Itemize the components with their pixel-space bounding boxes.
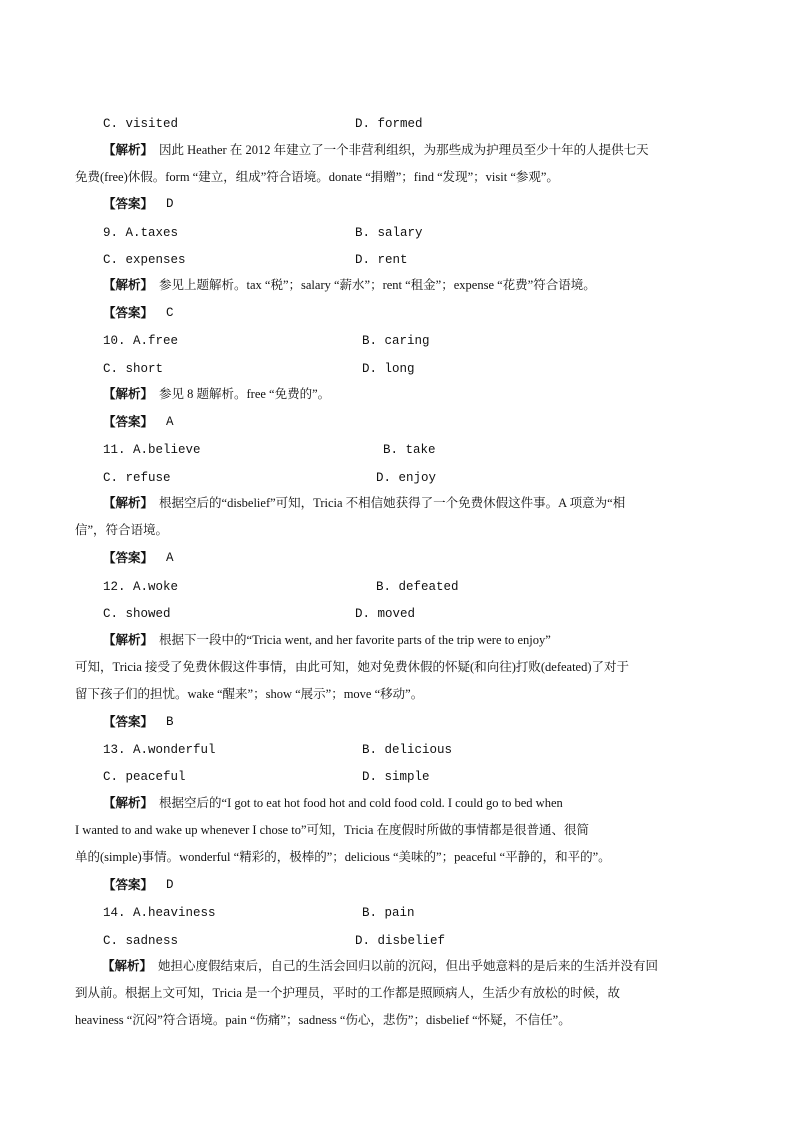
q10-options-row-2 [0, 358, 794, 380]
q14-option-b: B. pain [362, 906, 415, 920]
q13-option-a: 13. A.wonderful [103, 743, 216, 757]
q14-analysis-line-1: 她担心度假结束后，自己的生活会回归以前的沉闷，但出乎她意料的是后来的生活并没有回 [158, 959, 659, 973]
q10-answer [0, 411, 794, 433]
answer-tag: 【答案】 [103, 878, 154, 892]
q11-option-c: C. refuse [103, 471, 171, 485]
q12-analysis [75, 627, 720, 708]
q13-option-c: C. peaceful [103, 770, 186, 784]
q11-option-a: 11. A.believe [103, 443, 201, 457]
q9-analysis-text: 参见上题解析。tax “税”；salary “薪水”；rent “租金”；expense “花费”符合语境。 [159, 278, 596, 292]
q9-option-d: D. rent [355, 253, 408, 267]
q11-option-d: D. enjoy [376, 471, 437, 485]
analysis-tag: 【解析】 [103, 796, 154, 810]
q9-option-a: 9. A.taxes [103, 226, 179, 240]
q12-analysis-line-3: 留下孩子们的担忧。wake “醒来”；show “展示”；move “移动”。 [75, 687, 424, 701]
q11-answer-value: A [166, 551, 174, 565]
q12-option-a: 12. A.woke [103, 580, 179, 594]
q13-options-row-2 [0, 766, 794, 788]
q14-options-row-1 [0, 902, 794, 924]
q13-analysis-line-2: I wanted to and wake up whenever I chose to”可知，Tricia 在度假时所做的事情都是很普通、很简 [75, 823, 590, 837]
q13-option-b: B. delicious [362, 743, 453, 757]
q14-option-d: D. disbelief [355, 934, 446, 948]
q11-options-row-2 [0, 467, 794, 489]
q13-analysis-line-3: 单的(simple)事情。wonderful “精彩的，极棒的”；delicious “美味的”；peaceful “平静的，和平的”。 [75, 850, 611, 864]
q8-option-d: D. formed [355, 117, 423, 131]
q13-answer [0, 874, 794, 896]
q10-answer-value: A [166, 415, 174, 429]
q13-options-row-1 [0, 739, 794, 761]
q13-option-d: D. simple [362, 770, 430, 784]
q11-options-row-1 [0, 439, 794, 461]
q11-analysis-line-1: 根据空后的“disbelief”可知，Tricia 不相信她获得了一个免费休假这件事。A 项意为“相 [159, 496, 626, 510]
q14-option-c: C. sadness [103, 934, 179, 948]
answer-tag: 【答案】 [103, 551, 154, 565]
q14-analysis-line-3: heaviness “沉闷”符合语境。pain “伤痛”；sadness “伤心，悲伤”；disbelief “怀疑，不信任”。 [75, 1013, 571, 1027]
q10-analysis [75, 381, 720, 408]
q12-analysis-line-2: 可知，Tricia 接受了免费休假这件事情，由此可知，她对免费休假的怀疑(和向往)打败(defeated)了对于 [75, 660, 630, 674]
q8-analysis-line-1: 因此 Heather 在 2012 年建立了一个非营利组织，为那些成为护理员至少十年的人提供七天 [159, 143, 649, 157]
q12-options-row-1 [0, 576, 794, 598]
answer-tag: 【答案】 [103, 715, 154, 729]
q9-answer-value: C [166, 306, 174, 320]
q13-analysis [75, 790, 720, 871]
q12-option-c: C. showed [103, 607, 171, 621]
q14-option-a: 14. A.heaviness [103, 906, 216, 920]
answer-tag: 【答案】 [103, 197, 154, 211]
q8-analysis-line-2: 免费(free)休假。form “建立，组成”符合语境。donate “捐赠”；find “发现”；visit “参观”。 [75, 170, 559, 184]
analysis-tag: 【解析】 [103, 387, 154, 401]
q9-option-c: C. expenses [103, 253, 186, 267]
q11-option-b: B. take [383, 443, 436, 457]
q8-option-c: C. visited [103, 117, 179, 131]
q14-options-row-2 [0, 930, 794, 952]
q9-options-row-2 [0, 249, 794, 271]
q8-answer [0, 193, 794, 215]
q9-analysis [75, 272, 720, 299]
q9-answer [0, 302, 794, 324]
q8-analysis [75, 137, 720, 191]
q12-options-row-2 [0, 603, 794, 625]
q8-answer-value: D [166, 197, 174, 211]
analysis-tag: 【解析】 [103, 633, 154, 647]
q14-analysis [75, 953, 720, 1034]
q10-option-d: D. long [362, 362, 415, 376]
q13-analysis-line-1: 根据空后的“I got to eat hot food hot and cold food cold. I could go to bed when [159, 796, 563, 810]
q12-option-d: D. moved [355, 607, 416, 621]
q10-analysis-text: 参见 8 题解析。free “免费的”。 [159, 387, 331, 401]
q11-answer [0, 547, 794, 569]
q9-options-row-1 [0, 222, 794, 244]
analysis-tag: 【解析】 [102, 959, 153, 973]
q12-analysis-line-1: 根据下一段中的“Tricia went, and her favorite parts of the trip were to enjoy” [159, 633, 551, 647]
q11-analysis-line-2: 信”，符合语境。 [75, 523, 169, 537]
q12-answer-value: B [166, 715, 174, 729]
answer-tag: 【答案】 [103, 306, 154, 320]
q10-option-b: B. caring [362, 334, 430, 348]
answer-tag: 【答案】 [103, 415, 154, 429]
q12-option-b: B. defeated [376, 580, 459, 594]
q14-analysis-line-2: 到从前。根据上文可知，Tricia 是一个护理员，平时的工作都是照顾病人，生活少有放松的时候，故 [75, 986, 621, 1000]
q12-answer [0, 711, 794, 733]
q10-options-row-1 [0, 330, 794, 352]
analysis-tag: 【解析】 [103, 278, 154, 292]
q10-option-a: 10. A.free [103, 334, 179, 348]
q11-analysis [75, 490, 720, 544]
q8-options-row [0, 113, 794, 135]
q9-option-b: B. salary [355, 226, 423, 240]
q10-option-c: C. short [103, 362, 164, 376]
analysis-tag: 【解析】 [103, 496, 154, 510]
q13-answer-value: D [166, 878, 174, 892]
analysis-tag: 【解析】 [103, 143, 154, 157]
